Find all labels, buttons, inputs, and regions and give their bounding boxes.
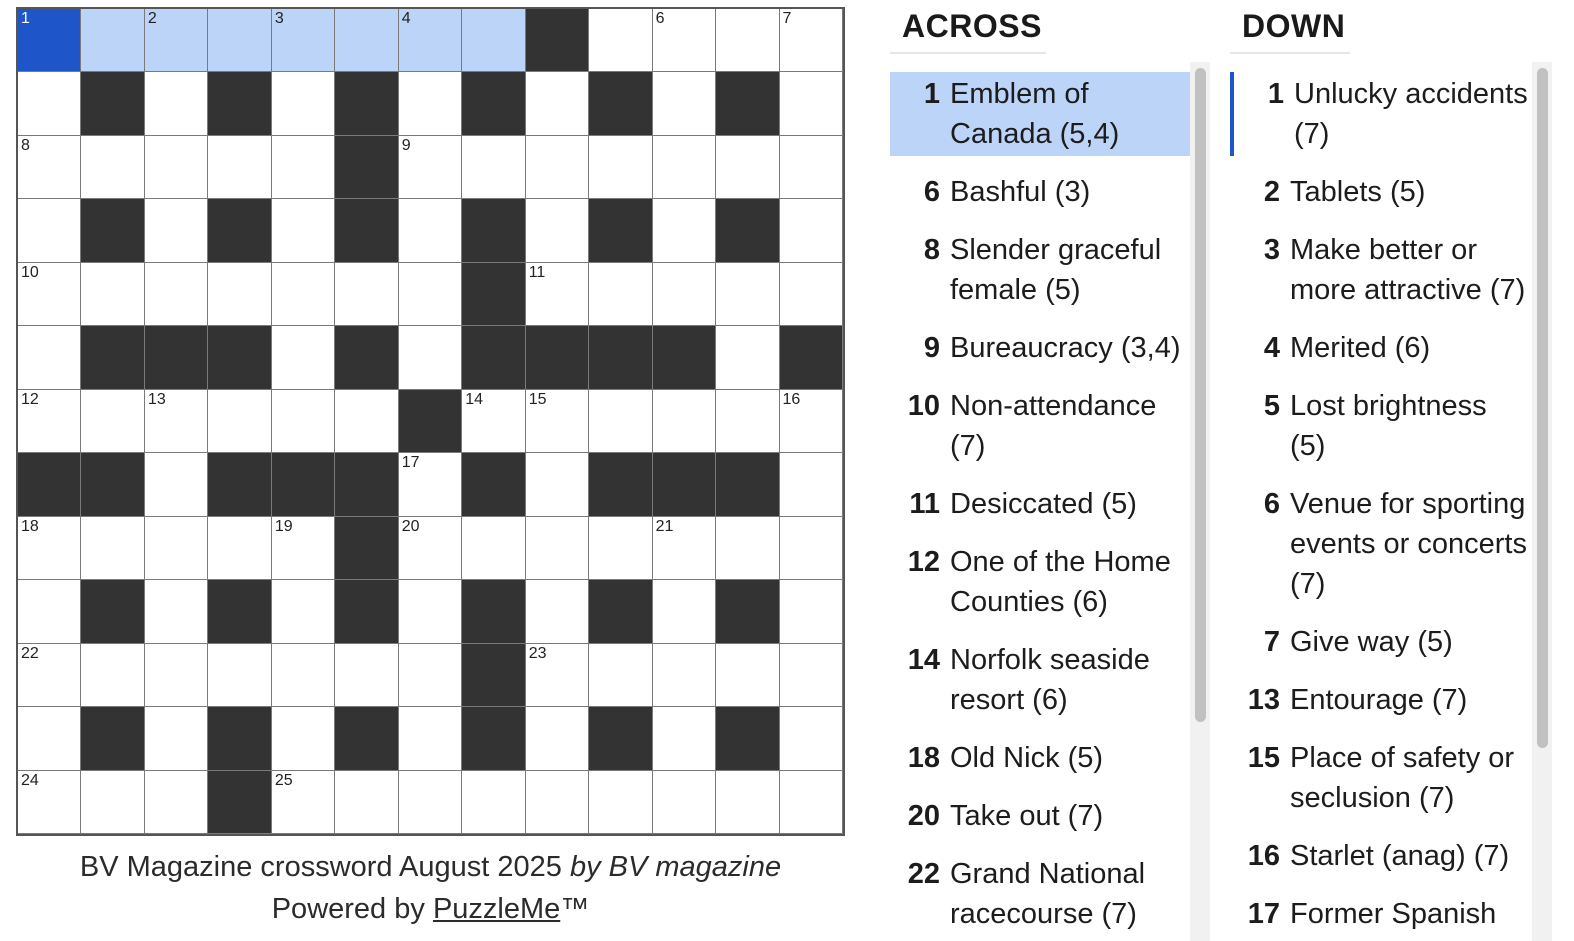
grid-cell[interactable]: [780, 707, 843, 770]
clue-number: 5: [1263, 390, 1280, 422]
grid-cell[interactable]: [272, 263, 335, 326]
grid-cell[interactable]: [81, 771, 144, 834]
grid-block: [589, 453, 652, 516]
grid-block: [81, 580, 144, 643]
grid-cell[interactable]: [81, 136, 144, 199]
grid-cell[interactable]: [653, 580, 716, 643]
cell-number: 11: [528, 263, 546, 281]
grid-cell[interactable]: [399, 9, 462, 72]
down-clue[interactable]: [1230, 834, 1530, 878]
grid-cell[interactable]: [399, 453, 462, 516]
grid-cell[interactable]: [653, 263, 716, 326]
grid-cell[interactable]: [589, 9, 652, 72]
clue-text: Former Spanish: [1290, 898, 1497, 930]
credit-line: [16, 846, 845, 888]
grid-block: [462, 453, 525, 516]
grid-block: [589, 72, 652, 135]
across-clue[interactable]: [890, 638, 1190, 722]
across-clue[interactable]: [890, 170, 1190, 214]
grid-cell[interactable]: [81, 390, 144, 453]
grid-cell[interactable]: [399, 326, 462, 389]
grid-cell[interactable]: [399, 199, 462, 262]
across-heading-divider: [890, 52, 1046, 54]
grid-block: [81, 72, 144, 135]
grid-cell[interactable]: [272, 72, 335, 135]
grid-cell[interactable]: [272, 9, 335, 72]
clue-text: Desiccated (5): [950, 488, 1137, 520]
across-clue-list[interactable]: [890, 72, 1190, 941]
clue-text: Bureaucracy (3,4): [950, 332, 1181, 364]
down-clue[interactable]: [1230, 228, 1530, 312]
grid-block: [208, 72, 271, 135]
grid-cell[interactable]: [526, 771, 589, 834]
down-clue[interactable]: [1230, 170, 1530, 214]
down-clue[interactable]: [1230, 736, 1530, 820]
grid-cell[interactable]: [526, 136, 589, 199]
grid-block: [335, 326, 398, 389]
grid-cell[interactable]: [399, 644, 462, 707]
grid-cell[interactable]: [399, 72, 462, 135]
clue-number: 6: [923, 176, 940, 208]
grid-cell[interactable]: [653, 771, 716, 834]
grid-block: [335, 517, 398, 580]
grid-cell[interactable]: [780, 453, 843, 516]
grid-cell[interactable]: [208, 644, 271, 707]
down-clue[interactable]: [1230, 482, 1530, 606]
grid-cell[interactable]: [272, 390, 335, 453]
cell-number: 7: [782, 10, 792, 27]
grid-block: [653, 453, 716, 516]
clue-number: 1: [923, 78, 940, 110]
grid-cell[interactable]: [716, 644, 779, 707]
cell-number: 17: [401, 454, 420, 472]
grid-cell[interactable]: [18, 136, 81, 199]
clue-text: Merited (6): [1290, 332, 1431, 364]
clue-number: 2: [1263, 176, 1280, 208]
grid-cell[interactable]: [399, 771, 462, 834]
clue-number: 4: [1263, 332, 1280, 364]
clue-number: 12: [907, 546, 940, 578]
grid-cell[interactable]: [81, 644, 144, 707]
cell-number: 8: [21, 136, 30, 154]
cell-number: 14: [465, 390, 484, 408]
clue-number: 3: [1263, 234, 1280, 266]
cell-number: 13: [147, 390, 166, 408]
grid-cell[interactable]: [145, 771, 208, 834]
down-clue[interactable]: [1230, 326, 1530, 370]
grid-block: [462, 580, 525, 643]
grid-block: [335, 72, 398, 135]
grid-cell[interactable]: [462, 136, 525, 199]
grid-cell[interactable]: [272, 771, 335, 834]
clue-text: Grand National racecourse (7): [950, 858, 1146, 930]
down-clues-panel: [1230, 0, 1574, 941]
grid-cell[interactable]: [208, 136, 271, 199]
grid-block: [462, 199, 525, 262]
grid-cell[interactable]: [462, 517, 525, 580]
grid-cell[interactable]: [526, 580, 589, 643]
grid-cell[interactable]: [716, 326, 779, 389]
puzzle-credit: [16, 846, 845, 930]
grid-cell[interactable]: [272, 644, 335, 707]
cell-number: 16: [782, 390, 801, 408]
grid-cell[interactable]: [335, 263, 398, 326]
clue-text: Place of safety or seclusion (7): [1290, 742, 1515, 814]
clue-text: Tablets (5): [1290, 176, 1426, 208]
grid-cell[interactable]: [526, 390, 589, 453]
grid-cell[interactable]: [780, 72, 843, 135]
trademark-symbol: ™: [560, 893, 590, 925]
grid-block: [462, 263, 525, 326]
clue-text: Unlucky accidents (7): [1294, 78, 1528, 150]
clue-text: Old Nick (5): [950, 742, 1104, 774]
across-clue[interactable]: [890, 736, 1190, 780]
grid-cell[interactable]: [208, 263, 271, 326]
grid-block: [716, 453, 779, 516]
grid-cell[interactable]: [716, 136, 779, 199]
grid-cell[interactable]: [18, 644, 81, 707]
grid-cell[interactable]: [18, 707, 81, 770]
puzzle-title: BV Magazine crossword August 2025: [79, 851, 562, 883]
clue-number: 11: [909, 488, 940, 520]
grid-cell[interactable]: [526, 644, 589, 707]
clue-number: 13: [1247, 684, 1280, 716]
powered-by-line: [16, 888, 845, 930]
clue-number: 8: [923, 234, 940, 266]
grid-block: [335, 136, 398, 199]
grid-block: [81, 326, 144, 389]
grid-cell[interactable]: [462, 771, 525, 834]
grid-cell[interactable]: [145, 263, 208, 326]
grid-cell[interactable]: [716, 771, 779, 834]
grid-block: [335, 199, 398, 262]
grid-cell[interactable]: [780, 644, 843, 707]
crossword-grid[interactable]: [16, 7, 845, 836]
grid-block: [208, 771, 271, 834]
grid-block: [81, 453, 144, 516]
grid-cell[interactable]: [653, 644, 716, 707]
cell-number: 4: [401, 10, 411, 27]
grid-block: [208, 707, 271, 770]
grid-block: [272, 453, 335, 516]
across-clue[interactable]: [890, 228, 1190, 312]
grid-cell[interactable]: [780, 390, 843, 453]
grid-block: [589, 326, 652, 389]
clue-text: Bashful (3): [950, 176, 1091, 208]
grid-cell[interactable]: [18, 199, 81, 262]
grid-block: [589, 707, 652, 770]
grid-cell[interactable]: [145, 72, 208, 135]
grid-cell[interactable]: [589, 517, 652, 580]
grid-cell[interactable]: [81, 9, 144, 72]
clue-number: 20: [907, 800, 940, 832]
clue-text: Make better or more attractive (7): [1290, 234, 1526, 306]
clue-number: 1: [1267, 78, 1284, 110]
grid-cell[interactable]: [780, 517, 843, 580]
across-clue[interactable]: [890, 540, 1190, 624]
cell-number: 1: [21, 10, 30, 27]
grid-cell[interactable]: [653, 199, 716, 262]
cell-number: 6: [655, 10, 665, 27]
grid-block: [526, 9, 589, 72]
clue-text: Slender graceful female (5): [950, 234, 1162, 306]
grid-cell[interactable]: [18, 72, 81, 135]
clue-text: Starlet (anag) (7): [1290, 840, 1510, 872]
grid-block: [208, 580, 271, 643]
cell-number: 24: [21, 771, 39, 789]
grid-cell[interactable]: [399, 707, 462, 770]
grid-cell[interactable]: [780, 136, 843, 199]
grid-block: [335, 453, 398, 516]
grid-block: [589, 199, 652, 262]
down-heading: DOWN: [1242, 8, 1346, 44]
grid-cell[interactable]: [399, 263, 462, 326]
clue-text: Venue for sporting events or concerts (7): [1290, 488, 1527, 600]
grid-block: [716, 707, 779, 770]
grid-cell[interactable]: [18, 390, 81, 453]
grid-cell[interactable]: [145, 390, 208, 453]
grid-cell[interactable]: [145, 707, 208, 770]
across-scrollbar[interactable]: [1190, 62, 1210, 941]
cell-number: 10: [21, 263, 39, 281]
cell-number: 25: [274, 771, 293, 789]
grid-block: [145, 326, 208, 389]
grid-block: [335, 707, 398, 770]
down-clue[interactable]: [1230, 892, 1530, 936]
grid-block: [653, 326, 716, 389]
puzzleme-link[interactable]: PuzzleMe: [432, 893, 561, 925]
clue-text: Non-attendance (7): [950, 390, 1157, 462]
grid-block: [208, 326, 271, 389]
grid-cell[interactable]: [589, 771, 652, 834]
down-clue-list[interactable]: [1230, 72, 1530, 941]
across-heading: ACROSS: [902, 8, 1042, 44]
clue-text: Emblem of Canada (5,4): [950, 78, 1120, 150]
grid-block: [18, 453, 81, 516]
grid-cell[interactable]: [653, 72, 716, 135]
clue-number: 14: [907, 644, 940, 676]
grid-cell[interactable]: [18, 326, 81, 389]
clue-number: 22: [907, 858, 940, 890]
grid-cell[interactable]: [272, 326, 335, 389]
grid-cell-active[interactable]: [18, 9, 81, 72]
down-clue[interactable]: [1230, 384, 1530, 468]
grid-cell[interactable]: [18, 517, 81, 580]
grid-block: [780, 326, 843, 389]
across-clue[interactable]: [890, 72, 1190, 156]
grid-cell[interactable]: [272, 517, 335, 580]
cell-number: 23: [528, 644, 547, 662]
grid-cell[interactable]: [399, 580, 462, 643]
clue-text: Take out (7): [950, 800, 1104, 832]
grid-block: [81, 199, 144, 262]
grid-cell[interactable]: [589, 644, 652, 707]
down-scrollbar-thumb[interactable]: [1537, 68, 1548, 748]
down-clue[interactable]: [1230, 72, 1530, 156]
grid-cell[interactable]: [335, 390, 398, 453]
grid-cell[interactable]: [780, 199, 843, 262]
clue-text: Give way (5): [1290, 626, 1453, 658]
grid-cell[interactable]: [272, 707, 335, 770]
clue-number: 16: [1247, 840, 1280, 872]
grid-cell[interactable]: [208, 390, 271, 453]
across-clue[interactable]: [890, 794, 1190, 838]
across-clue[interactable]: [890, 326, 1190, 370]
grid-cell[interactable]: [589, 136, 652, 199]
clue-number: 9: [923, 332, 940, 364]
puzzle-author: by BV magazine: [569, 851, 782, 883]
clue-number: 18: [907, 742, 940, 774]
grid-cell[interactable]: [399, 136, 462, 199]
grid-cell[interactable]: [653, 517, 716, 580]
grid-cell[interactable]: [716, 390, 779, 453]
cell-number: 18: [21, 517, 39, 535]
grid-cell[interactable]: [145, 453, 208, 516]
grid-cell[interactable]: [526, 707, 589, 770]
grid-block: [716, 580, 779, 643]
grid-block: [399, 390, 462, 453]
clue-text: Norfolk seaside resort (6): [950, 644, 1150, 716]
clue-text: One of the Home Counties (6): [950, 546, 1171, 618]
grid-cell[interactable]: [716, 263, 779, 326]
cell-number: 2: [147, 10, 157, 27]
grid-cell[interactable]: [526, 72, 589, 135]
grid-block: [462, 707, 525, 770]
grid-cell[interactable]: [272, 136, 335, 199]
powered-by-label: Powered by: [271, 893, 425, 925]
grid-cell[interactable]: [335, 644, 398, 707]
grid-cell[interactable]: [145, 136, 208, 199]
grid-cell[interactable]: [462, 390, 525, 453]
grid-block: [589, 580, 652, 643]
grid-block: [208, 199, 271, 262]
grid-cell[interactable]: [526, 199, 589, 262]
down-heading-divider: [1230, 52, 1350, 54]
across-scrollbar-thumb[interactable]: [1195, 68, 1206, 722]
grid-cell[interactable]: [18, 580, 81, 643]
grid-cell[interactable]: [653, 390, 716, 453]
grid-block: [462, 644, 525, 707]
across-clue[interactable]: [890, 852, 1190, 936]
grid-cell[interactable]: [145, 199, 208, 262]
grid-block: [208, 453, 271, 516]
down-clue[interactable]: [1230, 620, 1530, 664]
grid-cell[interactable]: [399, 517, 462, 580]
clue-number: 17: [1247, 898, 1280, 930]
grid-cell[interactable]: [145, 580, 208, 643]
clue-number: 10: [907, 390, 940, 422]
grid-cell[interactable]: [18, 771, 81, 834]
clue-number: 15: [1247, 742, 1280, 774]
down-clue[interactable]: [1230, 678, 1530, 722]
grid-cell[interactable]: [81, 263, 144, 326]
cell-number: 12: [21, 390, 39, 408]
grid-cell[interactable]: [653, 9, 716, 72]
grid-cell[interactable]: [462, 9, 525, 72]
grid-cell[interactable]: [780, 580, 843, 643]
grid-cell[interactable]: [208, 9, 271, 72]
grid-block: [716, 72, 779, 135]
grid-cell[interactable]: [780, 771, 843, 834]
grid-cell[interactable]: [716, 9, 779, 72]
grid-cell[interactable]: [780, 263, 843, 326]
grid-cell[interactable]: [272, 580, 335, 643]
grid-cell[interactable]: [526, 453, 589, 516]
clue-number: 7: [1263, 626, 1280, 658]
grid-block: [462, 326, 525, 389]
grid-cell[interactable]: [589, 263, 652, 326]
grid-cell[interactable]: [526, 263, 589, 326]
grid-cell[interactable]: [780, 9, 843, 72]
across-clues-panel: [890, 0, 1216, 941]
grid-cell[interactable]: [589, 390, 652, 453]
cell-number: 15: [528, 390, 547, 408]
cell-number: 19: [274, 517, 293, 535]
grid-cell[interactable]: [145, 644, 208, 707]
across-clue[interactable]: [890, 482, 1190, 526]
grid-cell[interactable]: [18, 263, 81, 326]
grid-cell[interactable]: [653, 136, 716, 199]
cell-number: 22: [21, 644, 39, 662]
across-clue[interactable]: [890, 384, 1190, 468]
cell-number: 20: [401, 517, 420, 535]
grid-cell[interactable]: [526, 517, 589, 580]
grid-cell[interactable]: [208, 517, 271, 580]
grid-cell[interactable]: [716, 517, 779, 580]
grid-cell[interactable]: [272, 199, 335, 262]
grid-block: [526, 326, 589, 389]
cell-number: 3: [274, 10, 284, 27]
grid-block: [81, 707, 144, 770]
grid-cell[interactable]: [145, 9, 208, 72]
grid-cell[interactable]: [335, 9, 398, 72]
cell-number: 9: [401, 136, 411, 154]
down-scrollbar[interactable]: [1532, 62, 1552, 941]
clue-text: Lost brightness (5): [1290, 390, 1487, 462]
grid-block: [335, 580, 398, 643]
grid-cell[interactable]: [81, 517, 144, 580]
clue-number: 6: [1263, 488, 1280, 520]
grid-cell[interactable]: [653, 707, 716, 770]
grid-cell[interactable]: [145, 517, 208, 580]
cell-number: 21: [655, 517, 674, 535]
grid-block: [462, 72, 525, 135]
grid-block: [716, 199, 779, 262]
clue-text: Entourage (7): [1290, 684, 1468, 716]
grid-cell[interactable]: [335, 771, 398, 834]
